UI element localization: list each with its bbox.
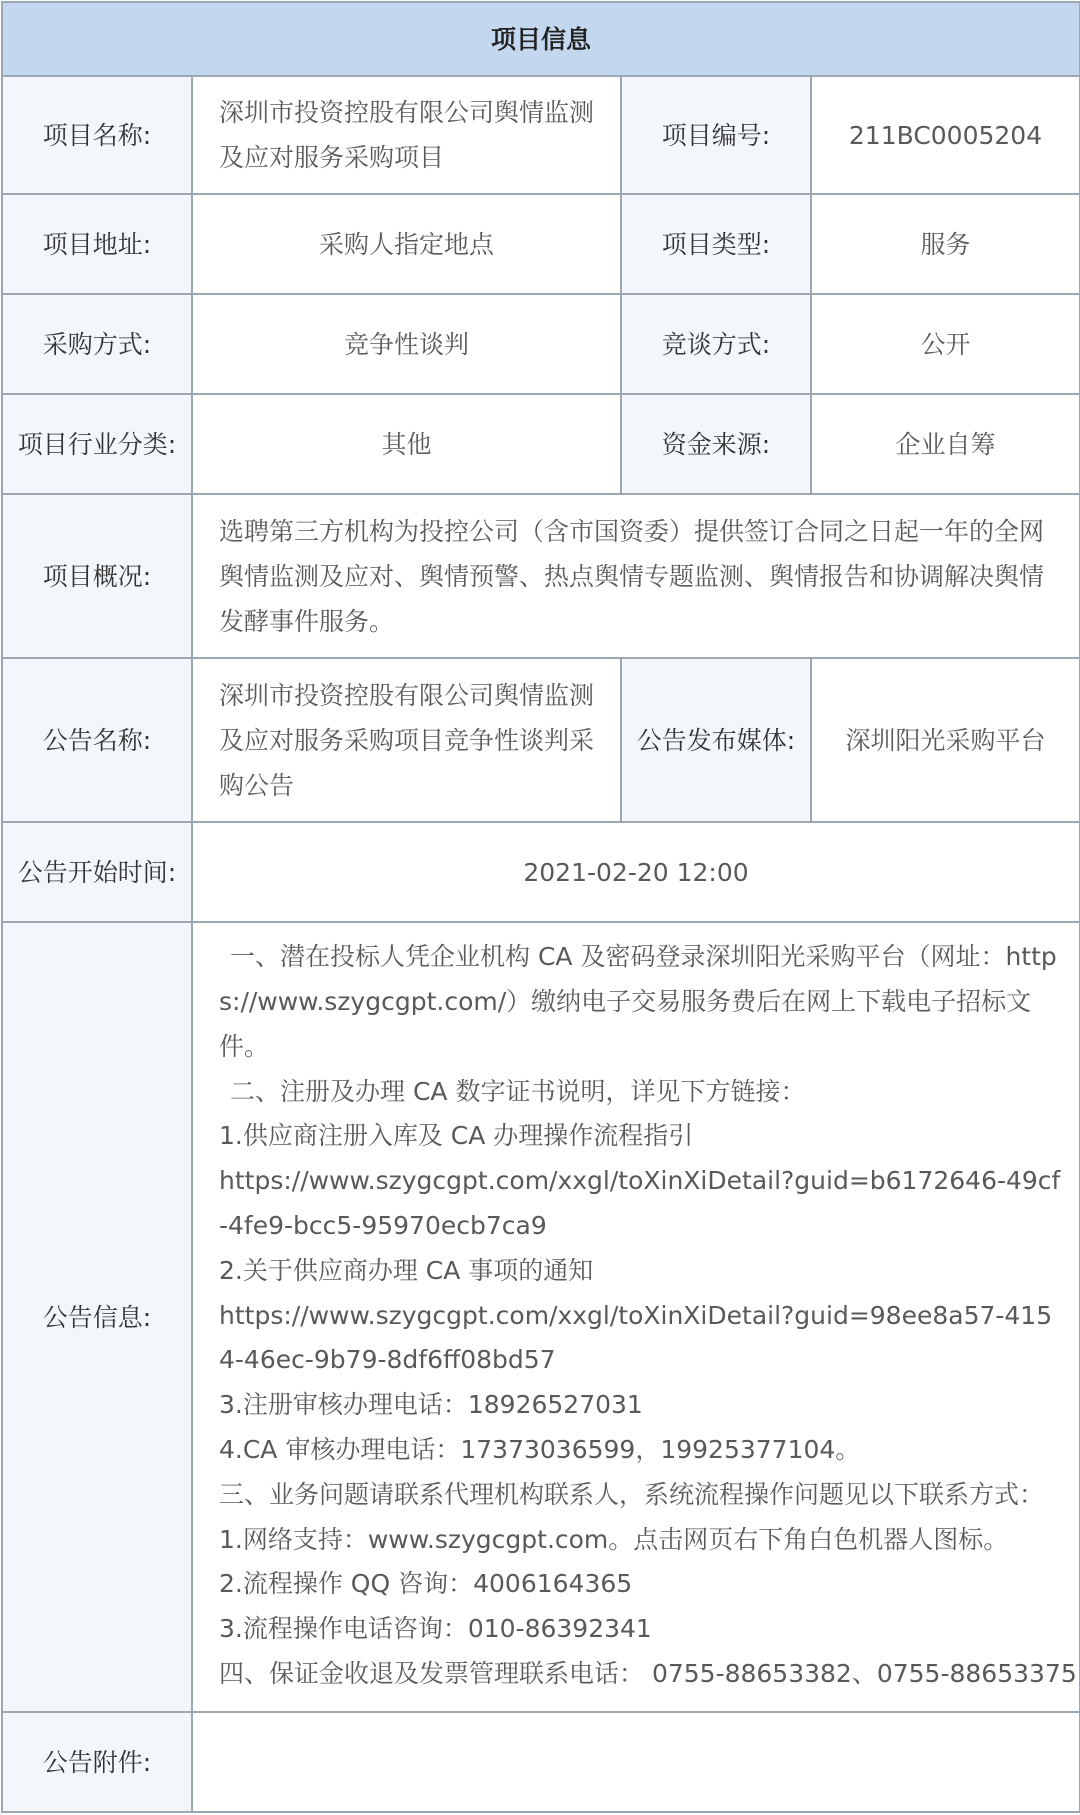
table-row [2,1712,1080,1812]
notice-paragraph: 2.流程操作 QQ 咨询：4006164365 [219,1569,633,1599]
fund-source-value: 企业自筹 [811,394,1080,494]
procurement-method-label: 采购方式: [2,294,192,394]
project-name-label: 项目名称: [2,76,192,194]
table-row [2,658,1080,822]
notice-start-label: 公告开始时间: [2,822,192,922]
overview-value: 选聘第三方机构为投控公司（含市国资委）提供签订合同之日起一年的全网舆情监测及应对、舆情预警、热点舆情专题监测、舆情报告和协调解决舆情发酵事件服务。 [192,494,1080,658]
project-number-label: 项目编号: [621,76,811,194]
table-row [2,494,1080,658]
project-address-label: 项目地址: [2,194,192,294]
attachments-value [192,1712,1080,1812]
notice-paragraph: 2.关于供应商办理 CA 事项的通知 [219,1255,594,1285]
notice-paragraph: 3.注册审核办理电话：18926527031 [219,1390,643,1420]
notice-name-value: 深圳市投资控股有限公司舆情监测及应对服务采购项目竞争性谈判采购公告 [192,658,621,822]
procurement-method-value: 竞争性谈判 [192,294,621,394]
table-row [2,294,1080,394]
notice-start-value: 2021-02-20 12:00 [192,822,1080,922]
notice-paragraph: 1.供应商注册入库及 CA 办理操作流程指引 [219,1121,694,1151]
title-row [2,2,1080,76]
ca-notice-link[interactable]: https://www.szygcgpt.com/xxgl/toXinXiDetail?guid=98ee8a57-4154-46ec-9b79-8df6ff08bd57 [219,1300,1053,1375]
registration-guide-link[interactable]: https://www.szygcgpt.com/xxgl/toXinXiDetail?guid=b6172646-49cf-4fe9-bcc5-95970ecb7ca9 [219,1166,1061,1240]
notice-media-value: 深圳阳光采购平台 [811,658,1080,822]
project-type-value: 服务 [811,194,1080,294]
fund-source-label: 资金来源: [621,394,811,494]
attachments-label: 公告附件: [2,1712,192,1812]
project-name-value: 深圳市投资控股有限公司舆情监测及应对服务采购项目 [192,76,621,194]
notice-paragraph: 1.网络支持：www.szygcgpt.com。点击网页右下角白色机器人图标。 [219,1524,1009,1554]
industry-value: 其他 [192,394,621,494]
notice-paragraph: 3.流程操作电话咨询：010-86392341 [219,1614,652,1644]
table-row [2,922,1080,1712]
notice-paragraph: 四、保证金收退及发票管理联系电话： 0755-88653382、0755-88653375 [219,1658,1077,1688]
notice-media-label: 公告发布媒体: [621,658,811,822]
notice-info-label: 公告信息: [2,922,192,1712]
overview-label: 项目概况: [2,494,192,658]
project-info-table [1,1,1080,1813]
project-address-value: 采购人指定地点 [192,194,621,294]
notice-paragraph: 二、注册及办理 CA 数字证书说明，详见下方链接： [230,1076,806,1106]
notice-paragraph: 4.CA 审核办理电话：17373036599，19925377104。 [219,1434,861,1464]
negotiation-mode-label: 竞谈方式: [621,294,811,394]
table-row [2,76,1080,194]
notice-paragraph: 一、潜在投标人凭企业机构 CA 及密码登录深圳阳光采购平台（网址：https://www.szygcgpt.com/）缴纳电子交易服务费后在网上下载电子招标文件。 [219,942,1057,1061]
industry-label: 项目行业分类: [2,394,192,494]
table-row [2,194,1080,294]
notice-paragraph: 三、业务问题请联系代理机构联系人，系统流程操作问题见以下联系方式： [219,1479,1045,1509]
table-row [2,394,1080,494]
table-title: 项目信息 [2,2,1080,76]
project-number-value: 211BC0005204 [811,76,1080,194]
project-type-label: 项目类型: [621,194,811,294]
negotiation-mode-value: 公开 [811,294,1080,394]
notice-info-value [192,922,1080,1712]
table-row [2,822,1080,922]
notice-name-label: 公告名称: [2,658,192,822]
